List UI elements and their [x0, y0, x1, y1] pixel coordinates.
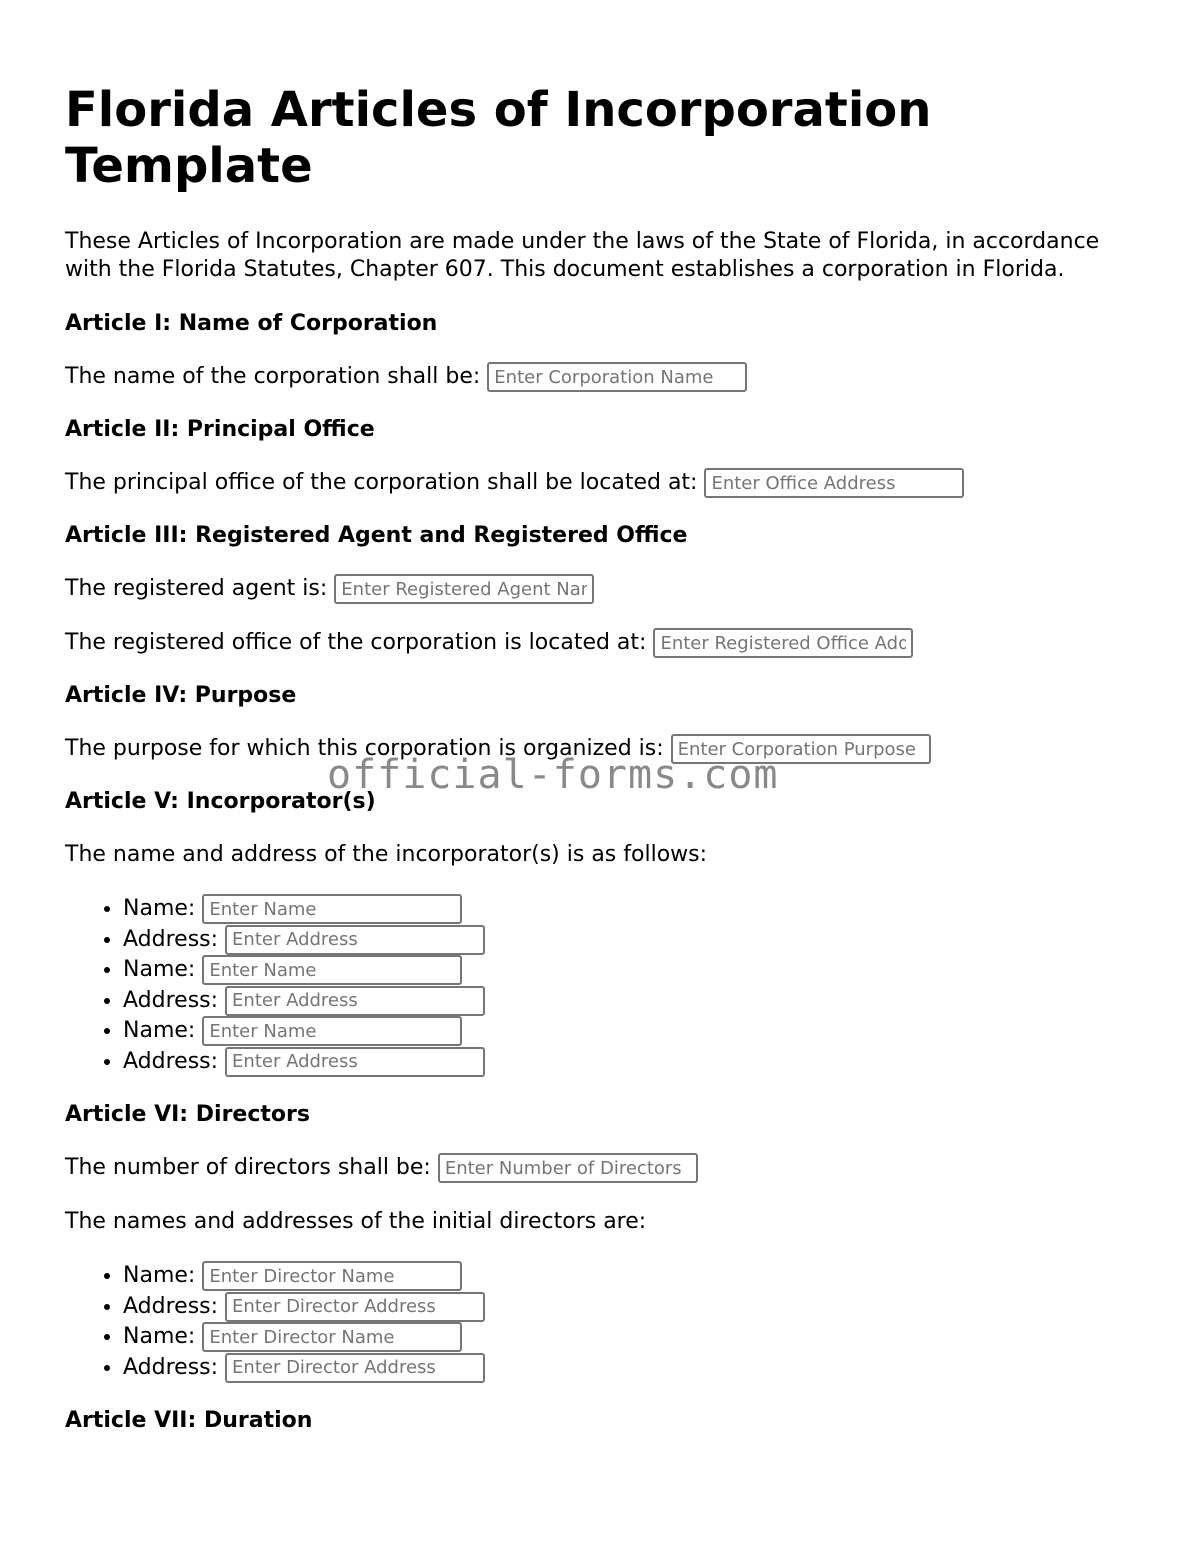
director-address-label: Address:: [123, 1354, 219, 1380]
incorporator-address-label: Address:: [123, 1048, 219, 1074]
article-3-office-line: [65, 628, 1125, 658]
incorporator-address-input[interactable]: [225, 986, 485, 1016]
article-5-heading: Article V: Incorporator(s): [65, 789, 376, 814]
list-item: [123, 955, 1125, 986]
director-name-label: Name:: [123, 1263, 196, 1288]
article-7-heading: Article VII: Duration: [65, 1408, 313, 1433]
incorporator-address-input[interactable]: [225, 925, 485, 955]
incorporators-intro: The name and address of the incorporator(s) is as follows:: [65, 842, 708, 867]
corporation-name-input[interactable]: [487, 362, 747, 392]
intro-paragraph: These Articles of Incorporation are made under the laws of the State of Florida, in accordance with the Florida Statutes, Chapter 607. This document establishes a corporation in Florida.: [65, 229, 1100, 282]
office-address-label: The principal office of the corporation shall be located at:: [65, 470, 698, 495]
list-item: [123, 1322, 1125, 1353]
list-item: [123, 1292, 1125, 1323]
article-6-heading: Article VI: Directors: [65, 1102, 310, 1127]
director-address-label: Address:: [123, 1293, 219, 1319]
list-item: [123, 1016, 1125, 1047]
registered-office-label: The registered office of the corporation is located at:: [65, 630, 647, 655]
article-1-line: [65, 362, 1125, 392]
director-count-label: The number of directors shall be:: [65, 1155, 431, 1180]
document-page: [65, 82, 1125, 1459]
article-2-line: [65, 468, 1125, 498]
incorporator-name-label: Name:: [123, 896, 196, 921]
incorporator-name-input[interactable]: [202, 1016, 462, 1046]
directors-intro: The names and addresses of the initial directors are:: [65, 1209, 647, 1234]
incorporator-address-input[interactable]: [225, 1047, 485, 1077]
list-item: [123, 1353, 1125, 1384]
purpose-input[interactable]: [671, 734, 931, 764]
incorporator-address-label: Address:: [123, 987, 219, 1013]
director-address-input[interactable]: [225, 1353, 485, 1383]
incorporator-name-input[interactable]: [202, 955, 462, 985]
purpose-label: The purpose for which this corporation is organized is:: [65, 736, 664, 761]
office-address-input[interactable]: [704, 468, 964, 498]
director-name-label: Name:: [123, 1324, 196, 1349]
page-title: Florida Articles of Incorporation Template: [65, 82, 932, 194]
list-item: [123, 1261, 1125, 1292]
director-count-input[interactable]: [438, 1153, 698, 1183]
list-item: [123, 894, 1125, 925]
article-3-agent-line: [65, 574, 1125, 604]
director-name-input[interactable]: [202, 1322, 462, 1352]
article-1-heading: Article I: Name of Corporation: [65, 311, 438, 336]
director-name-input[interactable]: [202, 1261, 462, 1291]
registered-office-input[interactable]: [653, 628, 913, 658]
corporation-name-label: The name of the corporation shall be:: [65, 364, 481, 389]
list-item: [123, 1047, 1125, 1078]
article-3-heading: Article III: Registered Agent and Registered Office: [65, 523, 688, 548]
article-2-heading: Article II: Principal Office: [65, 417, 375, 442]
article-4-heading: Article IV: Purpose: [65, 683, 297, 708]
list-item: [123, 925, 1125, 956]
incorporator-name-label: Name:: [123, 957, 196, 982]
incorporator-name-input[interactable]: [202, 894, 462, 924]
incorporator-address-label: Address:: [123, 926, 219, 952]
list-item: [123, 986, 1125, 1017]
incorporator-list: [65, 894, 1125, 1077]
registered-agent-input[interactable]: [334, 574, 594, 604]
watermark-text: official-forms.com: [327, 752, 779, 798]
registered-agent-label: The registered agent is:: [65, 576, 328, 601]
director-address-input[interactable]: [225, 1292, 485, 1322]
incorporator-name-label: Name:: [123, 1018, 196, 1043]
director-count-line: [65, 1153, 1125, 1183]
director-list: [65, 1261, 1125, 1383]
article-4-line: [65, 734, 1125, 764]
